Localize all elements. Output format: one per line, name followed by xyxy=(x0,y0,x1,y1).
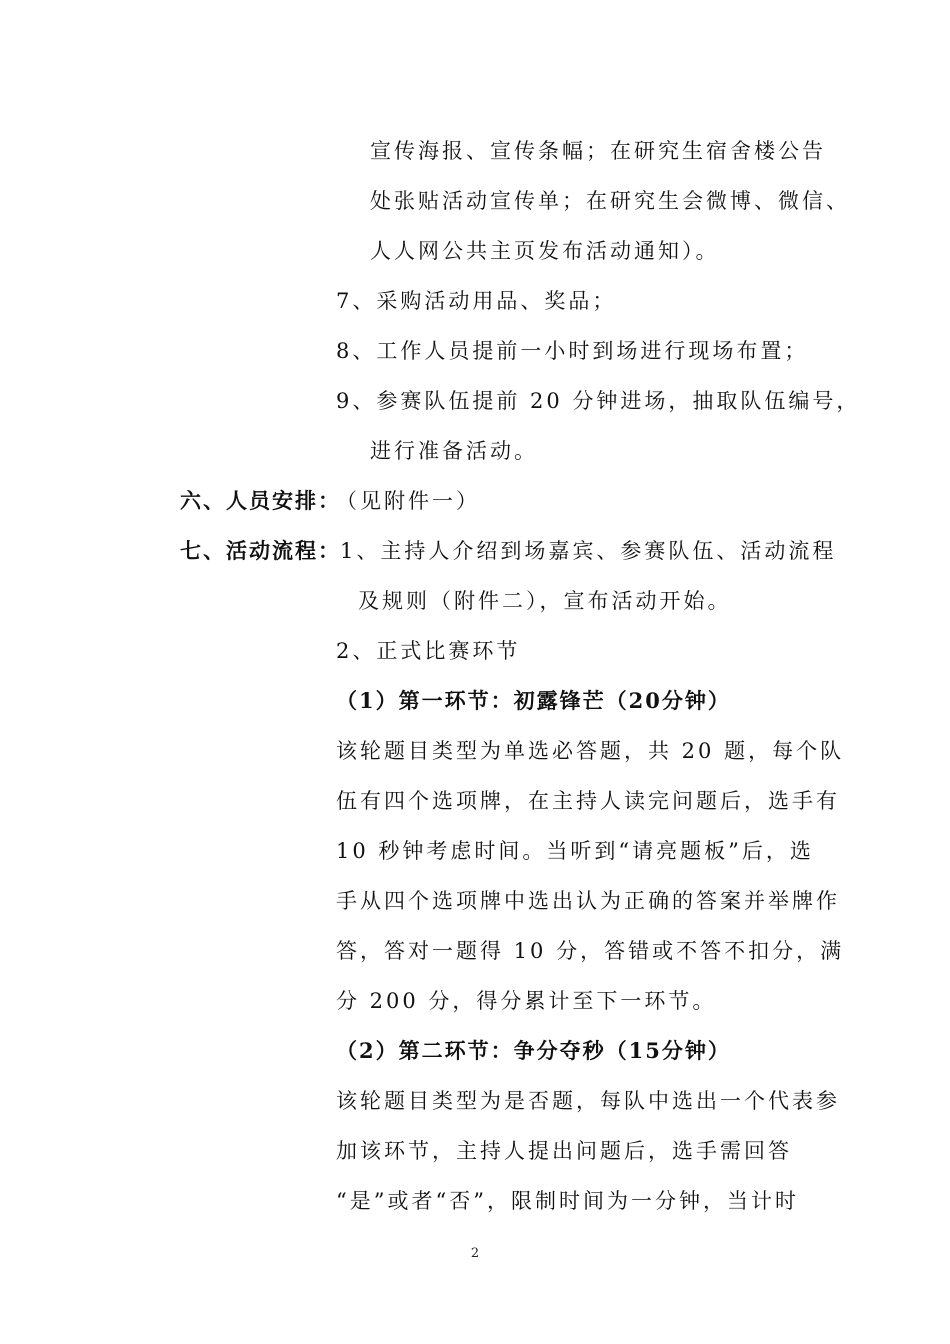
paragraph-line: 进行准备活动。 xyxy=(370,439,538,463)
subsection-title: （1）第一环节：初露锋芒（20分钟） xyxy=(336,688,731,713)
list-item: 9、参赛队伍提前 20 分钟进场，抽取队伍编号， xyxy=(336,389,861,413)
paragraph-line: 该轮题目类型为单选必答题，共 20 题，每个队 xyxy=(336,739,845,763)
list-item: 8、工作人员提前一小时到场进行现场布置； xyxy=(336,339,809,363)
paragraph-line: 处张贴活动宣传单；在研究生会微博、微信、 xyxy=(370,189,850,213)
paragraph-line: 10 秒钟考虑时间。当听到“请亮题板”后，选 xyxy=(336,839,814,863)
section-text: （见附件一） xyxy=(336,489,480,513)
paragraph-line: 手从四个选项牌中选出认为正确的答案并举牌作 xyxy=(336,889,840,913)
list-item: 2、正式比赛环节 xyxy=(336,639,521,663)
page-number: 2 xyxy=(470,1246,480,1261)
paragraph-line: 及规则（附件二），宣布活动开始。 xyxy=(358,589,732,613)
paragraph-line: 伍有四个选项牌，在主持人读完问题后，选手有 xyxy=(336,789,840,813)
paragraph-line: 人人网公共主页发布活动通知）。 xyxy=(370,239,720,263)
paragraph-line: 宣传海报、宣传条幅；在研究生宿舍楼公告 xyxy=(370,139,826,163)
section-heading: 七、活动流程： xyxy=(180,538,341,563)
paragraph-line: 加该环节，主持人提出问题后，选手需回答 xyxy=(336,1139,792,1163)
paragraph-line: “是”或者“否”，限制时间为一分钟，当计时 xyxy=(336,1189,799,1213)
paragraph-line: 分 200 分，得分累计至下一环节。 xyxy=(336,989,717,1013)
paragraph-line: 答，答对一题得 10 分，答错或不答不扣分，满 xyxy=(336,939,845,963)
section-heading: 六、人员安排： xyxy=(180,488,341,513)
paragraph-line: 该轮题目类型为是否题，每队中选出一个代表参 xyxy=(336,1089,840,1113)
list-item: 7、采购活动用品、奖品； xyxy=(336,289,617,313)
subsection-title: （2）第二环节：争分夺秒（15分钟） xyxy=(336,1038,731,1063)
list-item: 1、主持人介绍到场嘉宾、参赛队伍、活动流程 xyxy=(340,539,837,563)
